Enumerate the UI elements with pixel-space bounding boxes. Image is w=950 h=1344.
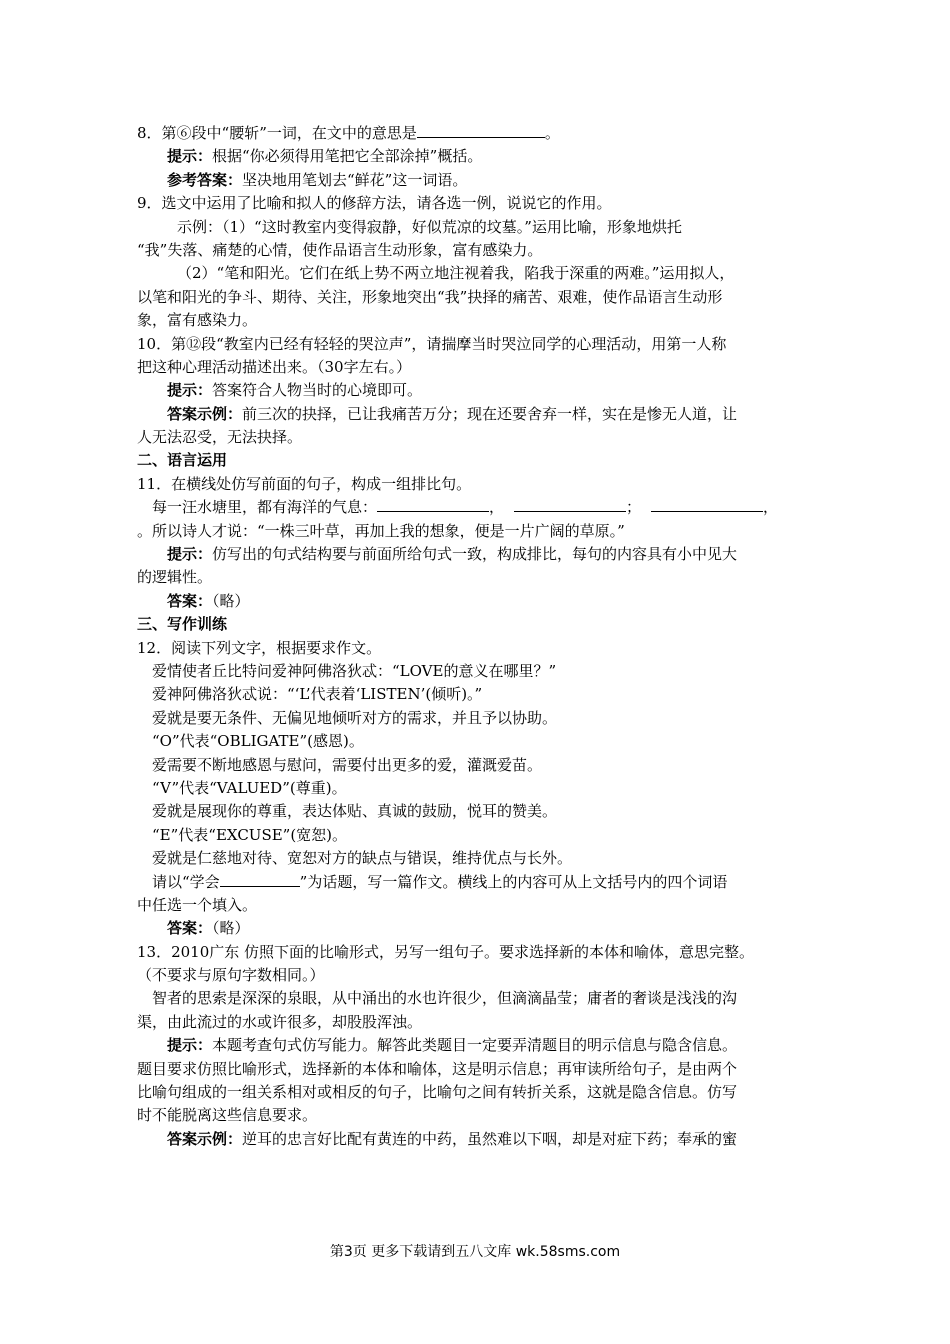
hint-text: 题目要求仿照比喻形式，选择新的本体和喻体，这是明示信息；再审读所给句子，是由两个	[137, 1059, 738, 1078]
answer-label: 答案：	[167, 591, 213, 610]
section-heading: 二、语言运用	[137, 451, 228, 470]
answer-text: 人无法忍受，无法抉择。	[137, 428, 303, 447]
example-text: 象，富有感染力。	[137, 311, 258, 330]
passage-line: 爱就是仁慈地对待、宽恕对方的缺点与错误，维持优点与长外。	[152, 849, 573, 868]
hint-label: 提示：	[167, 1036, 213, 1055]
answer	[137, 169, 815, 192]
example-text: “我”失落、痛楚的心情，使作品语言生动形象，富有感染力。	[137, 240, 543, 259]
question-10-cont: 把这种心理活动描述出来。（30字左右。）	[137, 357, 412, 376]
answer-text: 前三次的抉择，已让我痛苦万分；现在还要舍弃一样，实在是惨无人道，让	[242, 404, 738, 423]
hint-text: 本题考查句式仿写能力。解答此类题目一定要弄清题目的明示信息与隐含信息。	[212, 1036, 738, 1055]
hint	[137, 379, 815, 402]
answer	[137, 917, 815, 940]
punct: 。	[544, 124, 560, 142]
passage-line: “V”代表“VALUED”(尊重)。	[152, 778, 347, 797]
answer	[137, 403, 815, 426]
answer-blank	[417, 122, 545, 138]
question-12: 12．阅读下列文字，根据要求作文。	[137, 638, 382, 657]
hint-text: 比喻句组成的一组关系相对或相反的句子，比喻句之间有转折关系，这就是隐含信息。仿写	[137, 1083, 738, 1102]
answer-blank	[651, 496, 763, 512]
prompt-text: 。所以诗人才说：“一株三叶草，再加上我的想象，便是一片广阔的草原。”	[137, 521, 625, 540]
answer-text: 逆耳的忠言好比配有黄连的中药，虽然难以下咽，却是对症下药；奉承的蜜	[242, 1129, 738, 1148]
answer-blank	[220, 871, 300, 887]
answer-text: 坚决地用笔划去“鲜花”这一词语。	[242, 170, 468, 189]
section-heading: 三、写作训练	[137, 615, 228, 634]
hint	[137, 543, 815, 566]
answer-label: 参考答案：	[167, 170, 243, 189]
hint-label: 提示：	[167, 381, 213, 400]
hint-text: 根据“你必须得用笔把它全部涂掉”概括。	[212, 147, 483, 166]
passage-line: 爱情使者丘比特问爱神阿佛洛狄忒：“LOVE的意义在哪里？”	[152, 661, 557, 680]
answer-text: （略）	[212, 591, 250, 610]
question-13-cont: （不要求与原句字数相同。）	[137, 966, 325, 985]
punct: ，	[763, 498, 779, 517]
passage-line: 爱需要不断地感恩与慰问，需要付出更多的爱，灌溉爱苗。	[152, 755, 543, 774]
hint-text: 的逻辑性。	[137, 568, 213, 587]
hint-text: 时不能脱离这些信息要求。	[137, 1106, 318, 1125]
passage-line: 爱就是要无条件、无偏见地倾听对方的需求，并且予以协助。	[152, 708, 558, 727]
passage-line: “O”代表“OBLIGATE”(感恩)。	[152, 732, 364, 751]
punct: ，	[489, 498, 505, 517]
punct: ；	[626, 498, 642, 517]
prompt-text: ”为话题，写一篇作文。横线上的内容可从上文括号内的四个词语	[299, 872, 728, 891]
example-text: 示例：（1）“这时教室内变得寂静，好似荒凉的坟墓。”运用比喻，形象地烘托	[177, 217, 682, 236]
answer-label: 答案示例：	[167, 1129, 243, 1148]
answer	[137, 1128, 815, 1151]
hint-text: 仿写出的句式结构要与前面所给句式一致，构成排比，每句的内容具有小中见大	[212, 545, 738, 564]
question-8	[137, 122, 815, 145]
example-text: 以笔和阳光的争斗、期待、关注，形象地突出“我”抉择的痛苦、艰难，使作品语言生动形	[137, 287, 723, 306]
hint	[137, 1034, 815, 1057]
passage-line: “E”代表“EXCUSE”(宽恕)。	[152, 825, 348, 844]
fill-line	[137, 496, 815, 519]
prompt-text: 请以“学会	[152, 872, 220, 891]
hint-text: 答案符合人物当时的心境即可。	[212, 381, 423, 400]
question-13: 13．2010广东 仿照下面的比喻形式，另写一组句子。要求选择新的本体和喻体，意思完整。	[137, 942, 755, 961]
answer	[137, 590, 815, 613]
example-text: （2）“笔和阳光。它们在纸上势不两立地注视着我，陷我于深重的两难。”运用拟人，	[177, 264, 735, 283]
page-footer: 第3页 更多下载请到五八文库 wk.58sms.com	[329, 1244, 621, 1260]
writing-prompt	[137, 871, 815, 894]
answer-blank	[377, 496, 489, 512]
question-11: 11．在横线处仿写前面的句子，构成一组排比句。	[137, 474, 472, 493]
answer-text: （略）	[212, 919, 250, 938]
answer-label: 答案：	[167, 919, 213, 938]
answer-blank	[514, 496, 626, 512]
hint-label: 提示：	[167, 545, 213, 564]
question-10: 10．第⑫段“教室内已经有轻轻的哭泣声”，请揣摩当时哭泣同学的心理活动，用第一人称	[137, 334, 727, 353]
quote-text: 智者的思索是深深的泉眼，从中涌出的水也许很少，但滴滴晶莹；庸者的奢谈是浅浅的沟	[152, 989, 738, 1008]
document-body	[137, 122, 815, 1151]
hint-label: 提示：	[167, 147, 213, 166]
prompt-text: 每一汪水塘里，都有海洋的气息：	[152, 498, 378, 517]
question-text: 8．第⑥段中“腰斩”一词，在文中的意思是	[137, 124, 417, 142]
quote-text: 渠，由此流过的水或许很多，却股股浑浊。	[137, 1012, 423, 1031]
question-9: 9．选文中运用了比喻和拟人的修辞方法，请各选一例，说说它的作用。	[137, 194, 612, 213]
answer-label: 答案示例：	[167, 404, 243, 423]
passage-line: 爱就是展现你的尊重，表达体贴、真诚的鼓励，悦耳的赞美。	[152, 802, 558, 821]
hint	[137, 145, 815, 168]
prompt-text: 中任选一个填入。	[137, 895, 258, 914]
passage-line: 爱神阿佛洛狄忒说：“‘L’代表着‘LISTEN’(倾听)。”	[152, 685, 483, 704]
